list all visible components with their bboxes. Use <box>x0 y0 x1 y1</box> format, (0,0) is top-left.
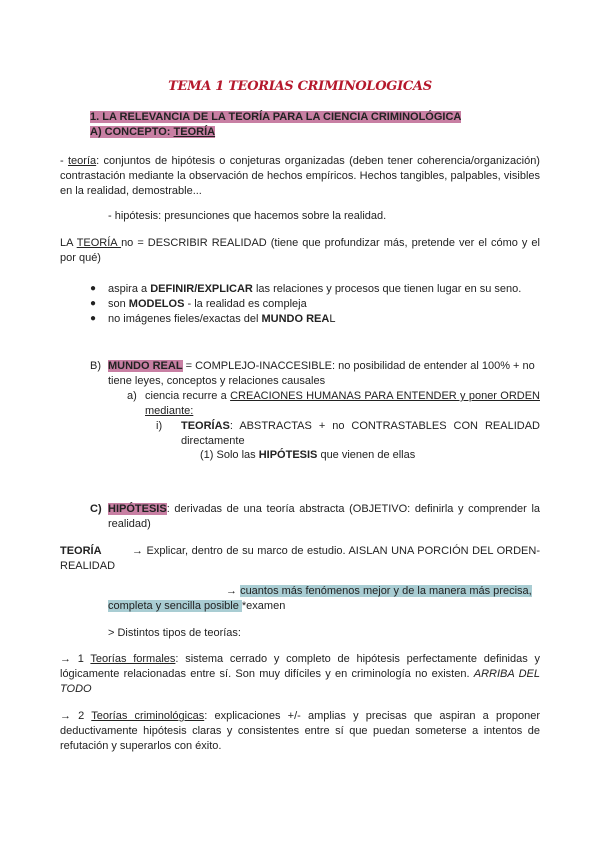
text: L <box>329 313 336 325</box>
text: son <box>108 298 129 310</box>
arrow-line-2 <box>108 599 285 614</box>
tipo-1 <box>60 652 540 696</box>
term: MUNDO REAL <box>108 360 183 372</box>
heading-2-term: TEORÍA <box>173 125 216 138</box>
la-teoria-paragraph <box>60 236 540 266</box>
section-c-text <box>108 502 540 532</box>
section-b-text <box>108 359 540 389</box>
prefix: LA <box>60 237 77 249</box>
tipo-2 <box>60 709 540 753</box>
section-b-i-text <box>181 419 540 449</box>
heading-2 <box>90 126 215 138</box>
bold-text: TEORÍA <box>60 545 102 557</box>
text: → 2 <box>60 710 92 722</box>
hipotesis-definition: - hipótesis: presunciones que hacemos sobre la realidad. <box>108 210 387 222</box>
text: → Explicar, dentro de su marco de estudio. AISLAN UNA PORCIÓN DEL ORDEN-REALIDAD <box>60 545 540 572</box>
tipos-heading: > Distintos tipos de teorías: <box>108 627 241 639</box>
text: no = DESCRIBIR REALIDAD (tiene que profundizar más, pretende ver el cómo y el por qué) <box>60 237 540 264</box>
section-b-1-text <box>200 448 415 463</box>
teoria-line <box>60 544 540 574</box>
term: Teorías formales <box>90 653 176 665</box>
section-c-label: C) <box>90 503 102 515</box>
text: *examen <box>241 600 286 612</box>
bullet-item <box>108 297 307 312</box>
text: : ABSTRACTAS + no CONTRASTABLES CON REALIDAD directamente <box>181 420 540 447</box>
highlighted-text: cuantos más fenómenos mejor y de la manera más precisa, <box>240 585 532 597</box>
term: teoría <box>68 155 97 167</box>
highlighted-text: completa y sencilla posible <box>108 600 242 612</box>
term: Teorías criminológicas <box>91 710 205 722</box>
text: ciencia recurre a <box>145 390 231 402</box>
text: las relaciones y procesos que tienen lugar en su seno. <box>252 283 522 295</box>
italic-text: ARRIBA DEL TODO <box>60 667 540 695</box>
bold-text: HIPÓTESIS <box>258 449 318 461</box>
heading-2-prefix: A) CONCEPTO: <box>90 125 174 138</box>
section-b-i-label: i) <box>156 420 163 432</box>
bullet-icon: ● <box>90 298 97 309</box>
dash: - <box>60 155 68 167</box>
text: = COMPLEJO-INACCESIBLE: no posibilidad de entender al 100% + no tiene leyes, conceptos y relaciones causales <box>108 360 535 387</box>
bullet-icon: ● <box>90 313 97 324</box>
bullet-item <box>108 312 335 327</box>
section-b-a-label: a) <box>127 390 137 402</box>
text: que vienen de ellas <box>317 449 416 461</box>
bold-text: TEORÍAS <box>181 420 230 432</box>
bold-text: MODELOS <box>128 298 185 310</box>
heading-1: 1. LA RELEVANCIA DE LA TEORÍA PARA LA CIENCIA CRIMINOLÓGICA <box>90 111 462 123</box>
text: : explicaciones +/- amplias y precisas que aspiran a proponer deductivamente hipótesis claras y consistentes entre sí que puedan someterse a intentos de refutación y superarlos con éxito. <box>60 710 541 752</box>
bullet-icon: ● <box>90 283 97 294</box>
teoria-definition <box>60 154 540 198</box>
text: aspira a <box>108 283 151 295</box>
bold-text: DEFINIR/EXPLICAR <box>150 283 253 295</box>
term: HIPÓTESIS <box>108 503 167 515</box>
definition-text: : conjuntos de hipótesis o conjeturas organizadas (deben tener coherencia/organización) contrastación mediante la observación de hechos empíricos. Hechos tangibles, palpables, visibles en la realidad, demostrable... <box>60 155 540 197</box>
section-b-label: B) <box>90 360 101 372</box>
arrow-line-1 <box>226 584 532 599</box>
term: TEORÍA <box>76 237 122 249</box>
text: → 1 <box>60 653 91 665</box>
bold-text: MUNDO REA <box>261 313 330 325</box>
text: : sistema cerrado y completo de hipótesis perfectamente definidas y lógicamente relacionadas entre sí. Son muy difíciles y en criminología no existen. <box>60 653 540 680</box>
document-title: TEMA 1 TEORIAS CRIMINOLOGICAS <box>168 79 432 94</box>
bullet-item <box>108 282 521 297</box>
text: - la realidad es compleja <box>184 298 307 310</box>
section-b-a-text <box>145 389 540 419</box>
text: no imágenes fieles/exactas del <box>108 313 262 325</box>
text: (1) Solo las <box>200 449 259 461</box>
text: : derivadas de una teoría abstracta (OBJETIVO: definirla y comprender la realidad) <box>108 503 540 530</box>
section-heading <box>90 110 461 140</box>
arrow: → <box>226 585 241 597</box>
underlined-text: CREACIONES HUMANAS PARA ENTENDER y poner ORDEN mediante: <box>145 390 540 417</box>
